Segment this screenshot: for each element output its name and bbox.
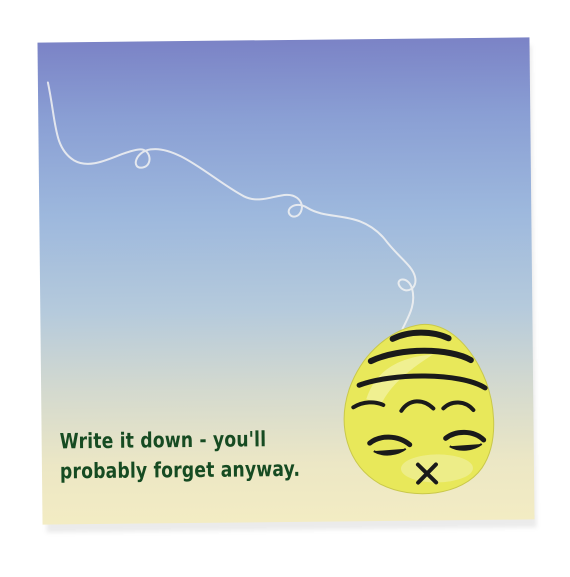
sleepy-bee-icon: [343, 324, 494, 495]
caption-line-1: Write it down - you'll: [59, 427, 267, 454]
note-caption: [60, 424, 307, 487]
sticky-note: [37, 37, 534, 524]
flight-trail-doodle: [48, 79, 416, 333]
caption-line-2: probably forget anyway.: [59, 456, 301, 484]
